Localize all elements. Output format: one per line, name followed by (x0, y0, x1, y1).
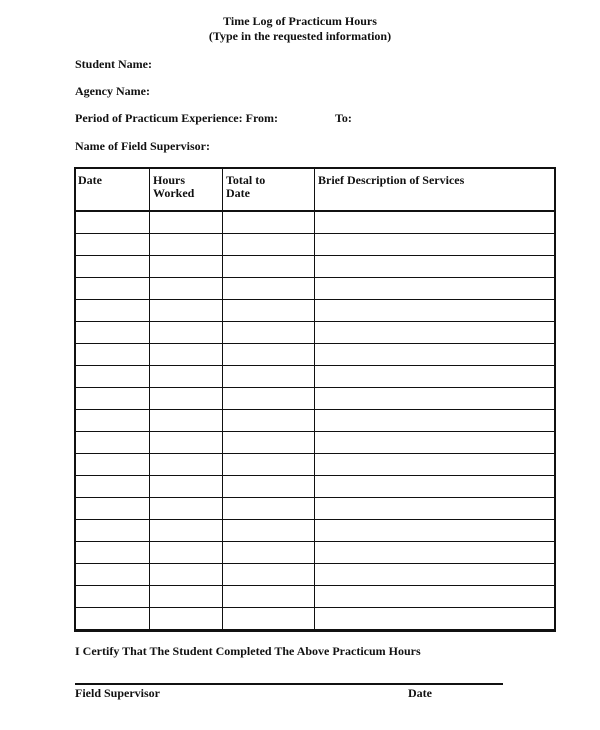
document-title (0, 14, 600, 44)
date-cell[interactable] (75, 410, 150, 432)
description-cell[interactable] (315, 564, 555, 586)
hours-worked-cell[interactable] (150, 410, 223, 432)
hours-worked-cell[interactable] (150, 300, 223, 322)
table-row (75, 498, 555, 520)
date-cell[interactable] (75, 366, 150, 388)
header-total-to-date: Total to Date (223, 168, 315, 212)
hours-worked-cell[interactable] (150, 520, 223, 542)
date-cell[interactable] (75, 454, 150, 476)
date-cell[interactable] (75, 476, 150, 498)
signature-line[interactable] (75, 683, 503, 685)
table-row (75, 344, 555, 366)
date-cell[interactable] (75, 586, 150, 608)
table-row (75, 608, 555, 630)
table-row (75, 410, 555, 432)
hours-worked-cell[interactable] (150, 564, 223, 586)
total-to-date-cell[interactable] (223, 388, 315, 410)
description-cell[interactable] (315, 454, 555, 476)
description-cell[interactable] (315, 366, 555, 388)
table-row (75, 432, 555, 454)
date-cell[interactable] (75, 256, 150, 278)
hours-worked-cell[interactable] (150, 256, 223, 278)
hours-worked-cell[interactable] (150, 322, 223, 344)
table-row (75, 586, 555, 608)
table-row (75, 256, 555, 278)
table-row (75, 388, 555, 410)
table-row (75, 278, 555, 300)
description-cell[interactable] (315, 608, 555, 630)
description-cell[interactable] (315, 344, 555, 366)
field-supervisor-label: Field Supervisor (75, 686, 161, 700)
table-row (75, 366, 555, 388)
total-to-date-cell[interactable] (223, 410, 315, 432)
hours-worked-cell[interactable] (150, 542, 223, 564)
description-cell[interactable] (315, 586, 555, 608)
total-to-date-cell[interactable] (223, 211, 315, 234)
title-line-2: (Type in the requested information) (208, 29, 392, 43)
header-hours-worked: Hours Worked (150, 168, 223, 212)
hours-worked-cell[interactable] (150, 476, 223, 498)
title-line-1: Time Log of Practicum Hours (223, 14, 377, 28)
field-supervisor-name-field[interactable]: Name of Field Supervisor: (75, 139, 210, 153)
hours-worked-cell[interactable] (150, 608, 223, 630)
hours-worked-cell[interactable] (150, 366, 223, 388)
total-to-date-cell[interactable] (223, 542, 315, 564)
date-cell[interactable] (75, 211, 150, 234)
hours-worked-cell[interactable] (150, 278, 223, 300)
table-row (75, 300, 555, 322)
total-to-date-cell[interactable] (223, 586, 315, 608)
table-row (75, 454, 555, 476)
description-cell[interactable] (315, 542, 555, 564)
description-cell[interactable] (315, 476, 555, 498)
total-to-date-cell[interactable] (223, 454, 315, 476)
description-cell[interactable] (315, 211, 555, 234)
period-to-field[interactable]: To: (335, 111, 352, 125)
date-cell[interactable] (75, 432, 150, 454)
hours-worked-cell[interactable] (150, 432, 223, 454)
table-row (75, 322, 555, 344)
date-cell[interactable] (75, 322, 150, 344)
hours-worked-cell[interactable] (150, 586, 223, 608)
description-cell[interactable] (315, 498, 555, 520)
description-cell[interactable] (315, 520, 555, 542)
table-header-row (75, 168, 555, 212)
date-cell[interactable] (75, 542, 150, 564)
total-to-date-cell[interactable] (223, 278, 315, 300)
total-to-date-cell[interactable] (223, 300, 315, 322)
total-to-date-cell[interactable] (223, 476, 315, 498)
description-cell[interactable] (315, 256, 555, 278)
description-cell[interactable] (315, 300, 555, 322)
date-cell[interactable] (75, 564, 150, 586)
table-row (75, 211, 555, 234)
total-to-date-cell[interactable] (223, 498, 315, 520)
total-to-date-cell[interactable] (223, 322, 315, 344)
date-cell[interactable] (75, 344, 150, 366)
total-to-date-cell[interactable] (223, 344, 315, 366)
student-name-field[interactable]: Student Name: (75, 57, 152, 71)
date-cell[interactable] (75, 520, 150, 542)
total-to-date-cell[interactable] (223, 256, 315, 278)
date-label: Date (408, 686, 432, 700)
hours-worked-cell[interactable] (150, 344, 223, 366)
certify-statement: I Certify That The Student Completed The Above Practicum Hours (75, 644, 421, 658)
description-cell[interactable] (315, 432, 555, 454)
table-row (75, 520, 555, 542)
table-row (75, 542, 555, 564)
date-cell[interactable] (75, 498, 150, 520)
total-to-date-cell[interactable] (223, 366, 315, 388)
date-cell[interactable] (75, 234, 150, 256)
date-cell[interactable] (75, 388, 150, 410)
header-description: Brief Description of Services (315, 168, 555, 212)
description-cell[interactable] (315, 410, 555, 432)
hours-worked-cell[interactable] (150, 498, 223, 520)
total-to-date-cell[interactable] (223, 234, 315, 256)
total-to-date-cell[interactable] (223, 520, 315, 542)
period-from-field[interactable]: Period of Practicum Experience: From: (75, 111, 279, 125)
description-cell[interactable] (315, 322, 555, 344)
table-row (75, 476, 555, 498)
table-row (75, 564, 555, 586)
hours-worked-cell[interactable] (150, 454, 223, 476)
description-cell[interactable] (315, 234, 555, 256)
total-to-date-cell[interactable] (223, 432, 315, 454)
header-date: Date (75, 168, 150, 212)
hours-worked-cell[interactable] (150, 234, 223, 256)
description-cell[interactable] (315, 278, 555, 300)
time-log-table (74, 167, 555, 630)
date-cell[interactable] (75, 300, 150, 322)
agency-name-field[interactable]: Agency Name: (75, 84, 150, 98)
date-cell[interactable] (75, 278, 150, 300)
hours-worked-cell[interactable] (150, 211, 223, 234)
total-to-date-cell[interactable] (223, 608, 315, 630)
hours-worked-cell[interactable] (150, 388, 223, 410)
total-to-date-cell[interactable] (223, 564, 315, 586)
table-body (75, 211, 555, 630)
table-row (75, 234, 555, 256)
date-cell[interactable] (75, 608, 150, 630)
description-cell[interactable] (315, 388, 555, 410)
